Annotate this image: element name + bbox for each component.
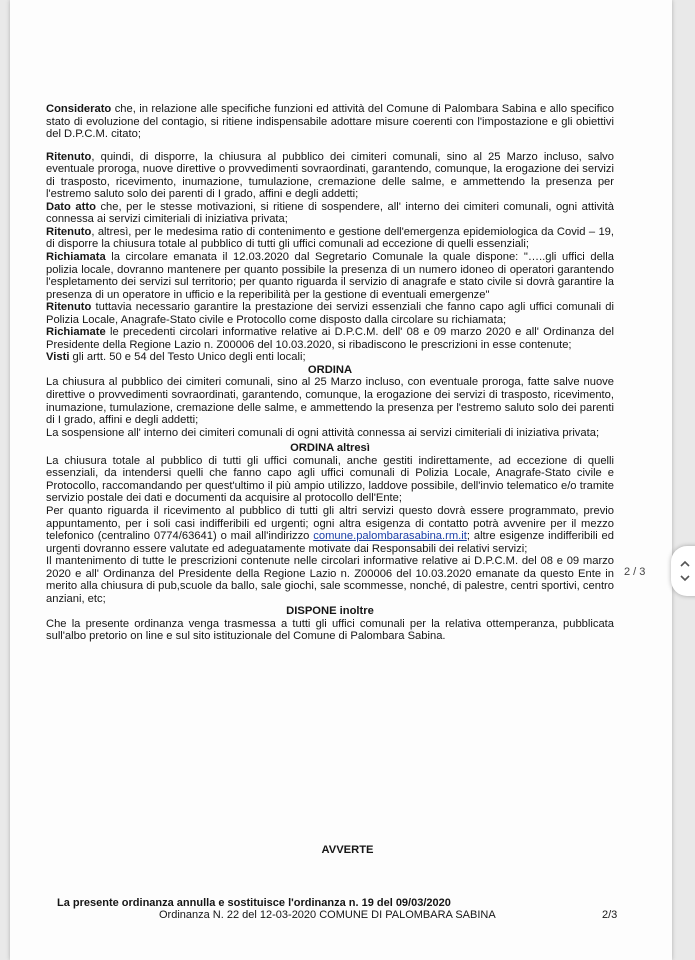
page-scroll-control[interactable] bbox=[671, 546, 695, 596]
paragraph-ritenuto-tuttavia: Ritenuto tuttavia necessario garantire la prestazione dei servizi essenziali che fanno capo agli uffici comunali di Polizia Locale, Anagrafe-Stato civile e Protocollo come disposto dalla circolare su richiamata; bbox=[46, 301, 614, 326]
ordina-heading: ORDINA bbox=[307, 363, 353, 376]
paragraph-ritenuto-altresi: Ritenuto, altresì, per le medesima ratio di contenimento e gestione dell'emergenza epidemiologica da Covid – 19, di disporre la chiusura totale al pubblico di tutti gli uffici comunali ad eccezione di quelli essenziali; bbox=[46, 225, 614, 251]
avverte-heading: AVVERTE bbox=[321, 844, 374, 856]
email-link[interactable]: comune.palombarasabina.rm.it bbox=[313, 530, 467, 543]
paragraph-visti: Visti gli artt. 50 e 54 del Testo Unico degli enti locali; bbox=[46, 351, 306, 364]
ordina-paragraph-1: La chiusura al pubblico dei cimiteri comunali, sino al 25 Marzo incluso, con eventuale proroga, fatte salve nuove direttive o provvedimenti sovraordinati, garantendo, comunque, la erogazione dei servizi di trasposto, ricevimento, inumazione, tumulazione, cremazione delle salme, e ammettendo la presenza per l'estremo saluto solo dei parenti di I grado, affini e degli addetti; bbox=[46, 376, 614, 427]
document-body bbox=[46, 103, 614, 643]
ordina-altresi-paragraph-2: Per quanto riguarda il ricevimento al pubblico di tutti gli altri servizi questo dovrà essere programmato, previo appuntamento, per i soli casi indifferibili ed urgenti; ogni altra esigenza di contatto potrà avvenire per il mezzo telefonico (centralino 0774/63641) o mail all'indirizzo comune.palombarasabina.rm.it; altre esigenze indifferibili ed urgenti dovranno essere valutate ed adeguatamente motivate dai Responsabili dei relativi servizi; bbox=[46, 504, 614, 555]
paragraph-dato-atto: Dato atto che, per le stesse motivazioni, si ritiene di sospendere, all' interno dei cimiteri comunali, ogni attività connessa ai servizi cimiteriali di iniziativa privata; bbox=[46, 200, 614, 226]
paragraph-considerato: Considerato che, in relazione alle specifiche funzioni ed attività del Comune di Palombara Sabina e allo specifico stato di evoluzione del contagio, si ritiene indispensabile adottare misure coerenti con l'impostazione e gli obiettivi del D.P.C.M. citato; bbox=[46, 103, 614, 141]
footer-page-number: 2/3 bbox=[602, 909, 618, 921]
up-down-chevron-icon bbox=[680, 559, 690, 583]
ordina-altresi-heading: ORDINA altresì bbox=[290, 442, 370, 455]
dispone-paragraph: Che la presente ordinanza venga trasmessa a tutti gli uffici comunali per la relativa ottemperanza, pubblicata sull'albo pretorio on line e sul sito istituzionale del Comune di Palombara Sabina. bbox=[46, 617, 614, 643]
paragraph-richiamata: Richiamata la circolare emanata il 12.03.2020 dal Segretario Comunale la quale dispone: "…..gli uffici della polizia locale, dovranno mantenere per quanto possibile la presenza di un numero idoneo di operatori garantendo l'espletamento dei servizi sul territorio; per quanto riguarda il servizio di anagrafe e stato civile si dovrà garantire la presenza di un operatore in ufficio e la reperibilità per la gestione di eventuali emergenze" bbox=[46, 251, 614, 301]
paragraph-ritenuto: Ritenuto, quindi, di disporre, la chiusura al pubblico dei cimiteri comunali, sino al 25 Marzo incluso, salvo eventuale proroga, nuove direttive o provvedimenti sovraordinati, garantendo, comunque, la erogazione dei servizi di trasposto, ricevimento, inumazione, tumulazione, cremazione delle salme, e ammettendo la presenza per l'estremo saluto solo dei parenti di I grado, affini e degli addetti; bbox=[46, 150, 614, 201]
page-indicator: 2 / 3 bbox=[624, 566, 646, 578]
ordina-altresi-paragraph-3: Il mantenimento di tutte le prescrizioni contenute nelle circolari informative relative ai D.P.C.M. del 08 e 09 marzo 2020 e all' Ordinanza del Presidente della Regione Lazio n. Z00006 del 10.03.2020 emanate da questo Ente in merito alla chiusura di pub,scuole da ballo, sale giochi, sale scommesse, nonché, di palestre, centri sportivi, centro anziani, etc; bbox=[46, 555, 614, 605]
ordina-paragraph-2: La sospensione all' interno dei cimiteri comunali di ogni attività connessa ai servizi cimiteriali di iniziativa privata; bbox=[46, 426, 600, 439]
ordina-altresi-paragraph-1: La chiusura totale al pubblico di tutti gli uffici comunali, anche gestiti indirettamente, ad eccezione di quelli essenziali, da intendersi quelli che fanno capo agli uffici comunali di Polizia Locale, Anagrafe-Stato civile e Protocollo, raccomandando per quest'ultimo il più ampio utilizzo, laddove possibile, dell'invio telematico e/o tramite servizio postale dei dati e documenti da acquisire al protocollo dell'Ente; bbox=[46, 454, 614, 505]
page-footer: Ordinanza N. 22 del 12-03-2020 COMUNE DI PALOMBARA SABINA bbox=[159, 909, 496, 921]
paragraph-richiamate: Richiamate le precedenti circolari informative relative ai D.P.C.M. dell' 08 e 09 marzo 2020 e all' Ordinanza del Presidente della Regione Lazio n. Z00006 del 10.03.2020, si ribadiscono le prescrizioni in esse contenute; bbox=[46, 326, 614, 351]
dispone-heading: DISPONE inoltre bbox=[286, 605, 374, 618]
annulment-note: La presente ordinanza annulla e sostituisce l'ordinanza n. 19 del 09/03/2020 bbox=[57, 897, 451, 909]
